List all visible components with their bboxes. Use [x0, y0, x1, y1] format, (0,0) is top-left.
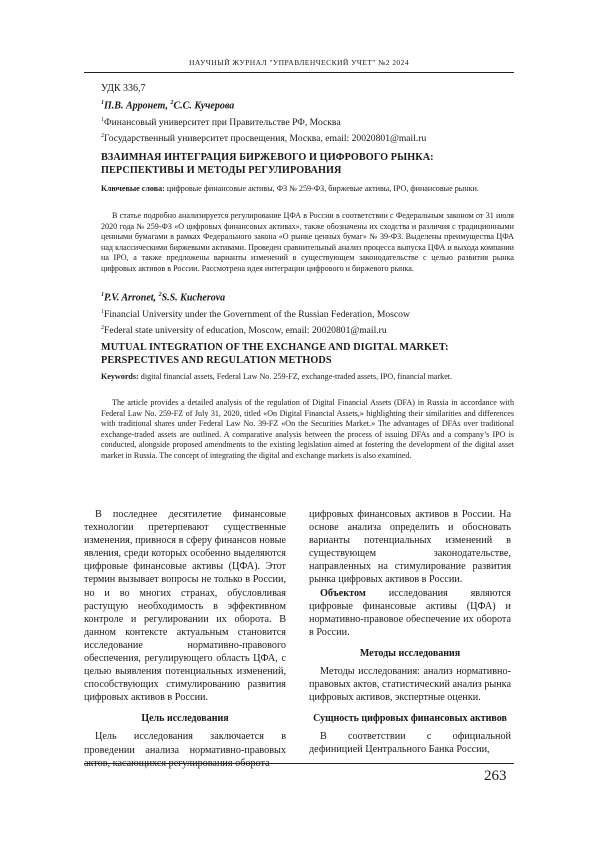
footer-rule: [84, 763, 514, 764]
keywords-text-ru: цифровые финансовые активы, ФЗ № 259-ФЗ, биржевые активы, IPO, финансовые рынки.: [166, 184, 479, 193]
essence-paragraph: В соответствии с официальной дефиницией Центрального Банка России,: [309, 731, 511, 756]
affiliation2-en: $^2$Federal state university of education, Moscow, email: 20020801@mail.ru: [101, 324, 387, 336]
object-paragraph: [309, 587, 511, 639]
author2-ru: С.С. Кучерова: [173, 100, 235, 112]
title-en: MUTUAL INTEGRATION OF THE EXCHANGE AND DIGITAL MARKET: PERSPECTIVES AND REGULATION METHODS: [101, 342, 449, 366]
keywords-ru: [101, 184, 514, 195]
column-left: [84, 508, 286, 770]
authors-ru: $^1$П.В. Арронет, $^2$С.С. Кучерова: [101, 100, 235, 112]
goal-paragraph-continued: цифровых финансовых активов в России. На основе анализа определить и обосновать варианты потенциальных изменений в существующем законодательстве, направленных на стимулирование развития рынка цифровых активов в России.: [309, 509, 511, 586]
affiliations-ru: [101, 114, 426, 145]
keywords-label-en: Keywords:: [101, 372, 139, 381]
section-heading-essence: Сущность цифровых финансовых активов: [313, 713, 507, 725]
abstract-en: The article provides a detailed analysis of the regulation of Digital Financial Assets (DFA) in Russia in accordance with Federal Law No. 259-FZ of July 31, 2020, titled «On Digital Financial Assets,» highlighting their similarities and differences with traditional shares under Federal Law No. 39-FZ «On the Securities Market.» The advantages of DFAs over traditional exchange-traded assets are outlined. A comparative analysis between the process of issuing DFAs and a company’s IPO is conducted, alongside proposed amendments to the existing legislation aimed at fostering the development of the digital asset market in Russia. The concept of integrating the digital and exchange markets is also examined.: [101, 398, 514, 460]
goal-paragraph: Цель исследования заключается в проведении анализа нормативно-правовых актов, касающихся регулирования оборота: [84, 731, 286, 769]
affiliation2-ru-text: Государственный университет просвещения, Москва, email: 20020801@mail.ru: [104, 132, 427, 144]
object-label: Объектом: [320, 587, 366, 599]
affiliation1-ru-text: Финансовый университет при Правительстве РФ, Москва: [104, 117, 341, 129]
affiliation1-ru: $^1$Финансовый университет при Правительстве РФ, Москва: [101, 117, 341, 129]
affiliations-en: [101, 306, 410, 337]
abstract-ru: В статье подробно анализируется регулирование ЦФА в России в соответствии с Федеральным законом от 31 июля 2020 года № 259-ФЗ «О цифровых финансовых активах», также обозначены их сходства и различия с традиционными ценными бумагами в рамках Федерального закона «О рынке ценных бумаг» № 39-ФЗ. Выделены преимущества ЦФА над классическими биржевыми активами. Проведен сравнительный анализ процесса выпуска ЦФА и выхода компании на IPO, а также предложены варианты изменений в существующем законодательстве с целью развития рынка цифровых активов в России. Рассмотрена идея интеграции цифрового и биржевого рынка.: [101, 211, 514, 273]
author2-en: S.S. Kucherova: [161, 292, 226, 304]
udk-code: УДК 336,7: [101, 83, 146, 94]
title-ru: ВЗАИМНАЯ ИНТЕГРАЦИЯ БИРЖЕВОГО И ЦИФРОВОГО РЫНКА: ПЕРСПЕКТИВЫ И МЕТОДЫ РЕГУЛИРОВАНИЯ: [101, 152, 434, 176]
section-heading-goal: Цель исследования: [141, 713, 229, 725]
authors-en: $^1$P.V. Arronet, $^2$S.S. Kucherova: [101, 292, 226, 304]
affiliation2-en-text: Federal state university of education, Moscow, email: 20020801@mail.ru: [104, 324, 387, 336]
author1-en: P.V. Arronet,: [104, 292, 157, 304]
header-rule: [84, 72, 514, 73]
page-number: 263: [484, 768, 507, 784]
journal-header: НАУЧНЫЙ ЖУРНАЛ "УПРАВЛЕНЧЕСКИЙ УЧЕТ" №2 2024: [188, 58, 410, 67]
affiliation1-en: $^1$Financial University under the Government of the Russian Federation, Moscow: [101, 309, 410, 321]
section-heading-methods: Методы исследования: [359, 647, 461, 659]
affiliation1-en-text: Financial University under the Government of the Russian Federation, Moscow: [104, 309, 410, 321]
keywords-en: [101, 372, 514, 383]
author1-ru: П.В. Арронет,: [104, 100, 169, 112]
object-text: исследования являются цифровые финансовые активы (ЦФА) и нормативно-правовое обеспечение их оборота в России.: [309, 587, 511, 638]
methods-paragraph: Методы исследования: анализ нормативно-правовых актов, статистический анализ рынка цифровых активов, экспертные оценки.: [309, 665, 511, 704]
intro-paragraph: В последнее десятилетие финансовые технологии претерпевают существенные изменения, привнося в сферу финансов новые явления, среди которых особенно выделяются цифровые финансовые активы (ЦФА). Этот термин вызывает вопросы не только в России, но и во многих странах, обусловливая растущую необходимость в эффективном контроле и регулировании их оборота. В данном контексте актуальным становится исследование нормативно-правового обеспечения, регулирующего область ЦФА, с целью выявления потенциальных изменений, способствующих стимулированию развития цифровых активов в России.: [84, 509, 286, 704]
keywords-label-ru: Ключевые слова:: [101, 184, 165, 193]
column-right: [309, 508, 511, 756]
affiliation2-ru: $^2$Государственный университет просвещения, Москва, email: 20020801@mail.ru: [101, 132, 427, 144]
keywords-text-en: digital financial assets, Federal Law No. 259-FZ, exchange-traded assets, IPO, financial market.: [140, 372, 453, 381]
